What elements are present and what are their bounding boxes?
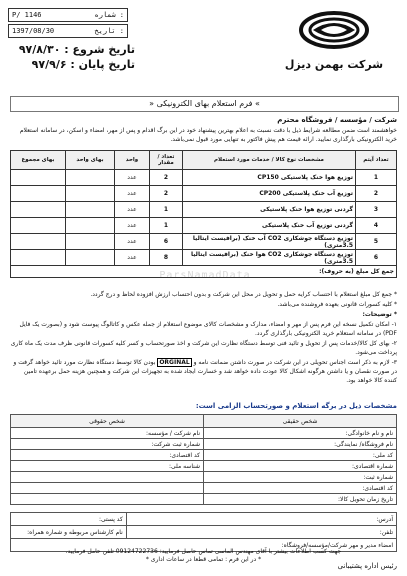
row-quantity: 2 <box>150 186 183 202</box>
table-row <box>11 513 397 526</box>
items-table <box>10 150 397 278</box>
row-quantity: 1 <box>150 218 183 234</box>
signature-stamp-field[interactable]: امضاء مدیر و مهر شرکت/مؤسسه/فروشگاه: <box>11 539 397 552</box>
info-field[interactable]: نام و نام خانوادگی: <box>204 428 397 439</box>
row-unit-price[interactable] <box>66 186 115 202</box>
watermark: ParsNamadData <box>159 270 251 281</box>
info-field[interactable]: نام فروشگاه/ نمایندگی: <box>204 439 397 450</box>
explanation-3-part-b: بودن کالا توسط دستگاه نظارت مورد تائید خواهد گرفت و در صورت نقصان و یا داشتن هرگونه اشکال کالا عودت داده خواهد شد و خسارت ایجاد شده به تجهیزات این شرکت و همچنین هزینه حمل برعهده تامین کننده کالا خواهد بود. <box>13 359 397 384</box>
info-field-empty[interactable] <box>11 483 204 494</box>
row-description: توزیع آب خنک پلاستیکی CP200 <box>183 186 356 202</box>
info-field-empty[interactable] <box>11 472 204 483</box>
info-field[interactable]: شناسه ملی: <box>11 461 204 472</box>
row-total-price[interactable] <box>11 170 66 186</box>
col-total-price: بهای مجموع <box>11 151 66 170</box>
col-unit-price: بهای واحد <box>66 151 115 170</box>
document-number-row <box>8 8 128 22</box>
info-field-empty[interactable] <box>11 494 204 505</box>
explanation-3 <box>10 358 397 385</box>
col-unit: واحد <box>115 151 150 170</box>
table-row <box>11 461 397 472</box>
row-total-price[interactable] <box>11 234 66 250</box>
footer-hours-line: * در این فرم : تمامی قطعا در ساعات اداری * <box>145 556 262 563</box>
total-row <box>11 266 397 278</box>
col-description: مشخصات نوع کالا / خدمات مورد استعلام <box>183 151 356 170</box>
items-header-row <box>11 151 397 170</box>
table-row <box>11 186 397 202</box>
seller-info-table <box>10 414 397 505</box>
row-description: توزیع هوا خنک پلاستیکی CP150 <box>183 170 356 186</box>
row-total-price[interactable] <box>11 202 66 218</box>
info-field[interactable]: کد اقتصادی: <box>204 483 397 494</box>
table-row <box>11 202 397 218</box>
inquiry-dates <box>10 42 135 72</box>
row-total-price[interactable] <box>11 186 66 202</box>
row-quantity: 2 <box>150 170 183 186</box>
info-field[interactable]: شماره ثبت شرکت: <box>11 439 204 450</box>
row-total-price[interactable] <box>11 218 66 234</box>
info-field[interactable]: تاریخ زمان تحویل کالا: <box>204 494 397 505</box>
table-row <box>11 428 397 439</box>
row-unit: عدد <box>115 202 150 218</box>
info-field[interactable]: کد ملی: <box>204 450 397 461</box>
document-date-row <box>8 24 128 38</box>
table-row <box>11 472 397 483</box>
table-row <box>11 526 397 539</box>
row-quantity: 8 <box>150 250 183 266</box>
table-row <box>11 483 397 494</box>
row-quantity: 6 <box>150 234 183 250</box>
table-row <box>11 218 397 234</box>
bahman-diesel-logo-icon <box>299 10 369 50</box>
row-unit: عدد <box>115 234 150 250</box>
row-unit: عدد <box>115 170 150 186</box>
table-row <box>11 439 397 450</box>
explanation-3-part-a: ۳- لازم به ذکر است اجناس تحویلی در این شرکت در صورت داشتن ضمانت نامه و <box>193 359 397 366</box>
company-name: شرکت بهمن دیزل <box>284 58 384 71</box>
row-total-price[interactable] <box>11 250 66 266</box>
signature-title: رئیس اداره پشتیبانی <box>337 562 397 570</box>
table-row <box>11 450 397 461</box>
row-index: 2 <box>356 186 397 202</box>
row-index: 4 <box>356 218 397 234</box>
notes-title: * توضیحات: <box>362 311 397 318</box>
table-row <box>11 494 397 505</box>
row-unit-price[interactable] <box>66 202 115 218</box>
row-description: توزیع دستگاه جوشکاری CO2 هوا خنک (برافیست ایتالیا 3.5متری) <box>183 250 356 266</box>
row-unit-price[interactable] <box>66 234 115 250</box>
explanation-2: ۲- بهای کل کالا/خدمات پس از تحویل و تائید فنی توسط دستگاه نظارت این شرکت و اخذ صورتحساب و کسر کلیه کسورات قانونی ظرف مدت یک ماه کاری پرداخت می‌شود. <box>10 340 397 356</box>
table-row <box>11 170 397 186</box>
col-quantity: تعداد / مقدار <box>150 151 183 170</box>
end-date: تاریخ پایان : ۹۷/۹/۶ <box>31 58 135 71</box>
document-date-value: 1397/08/30 <box>12 27 55 35</box>
note-shipping: * جمع کل مبلغ استعلام با احتساب کرایه حمل و تحویل در محل این شرکت و بدون احتساب ارزش افزوده لحاظ و درج گردد. <box>90 291 397 298</box>
info-field[interactable]: کد اقتصادی: <box>11 450 204 461</box>
row-index: 1 <box>356 170 397 186</box>
col-index: تعداد آیتم <box>356 151 397 170</box>
document-number-value: P/ 1146 <box>12 11 42 19</box>
row-description: گردنی توزیع هوا خنک پلاستیکی <box>183 202 356 218</box>
info-header-row <box>11 415 397 428</box>
row-index: 3 <box>356 202 397 218</box>
intro-text: خواهشمند است ضمن مطالعه شرایط ذیل با دقت نسبت به اعلام بهترین پیشنهاد خود در این برگ اقدام و پس از مهر، امضاء و اسکن، در سامانه استعلام خرید الکترونیکی بارگذاری نمایید. ارائه قیمت هم پیش فاکتور به تنهایی مورد قبول نمی‌باشد. <box>19 127 397 143</box>
document-meta <box>8 8 128 40</box>
explanation-1: ۱- امکان تکمیل نسخه این فرم پس از مهر و امضاء، مدارک و مشخصات کالای موضوع استعلام از جمله عکس و کاتالوگ پیوست شود و (بصورت یک فایل PDF) در سامانه استعلام خرید الکترونیکی بارگذاری گردد. <box>19 321 397 337</box>
start-date: تاریخ شروع : ۹۷/۸/۳۰ <box>18 43 135 56</box>
info-field[interactable]: شماره اقتصادی: <box>204 461 397 472</box>
required-info-title: مشخصات ذیل در برگه استعلام و صورتحساب الزامی است: <box>195 402 397 410</box>
row-unit-price[interactable] <box>66 218 115 234</box>
row-index: 6 <box>356 250 397 266</box>
row-unit: عدد <box>115 218 150 234</box>
document-date-label: تاریخ : <box>94 27 124 35</box>
row-unit: عدد <box>115 186 150 202</box>
row-index: 5 <box>356 234 397 250</box>
company-logo <box>268 10 400 76</box>
document-number-label: شماره : <box>94 11 124 19</box>
row-unit-price[interactable] <box>66 250 115 266</box>
footer-contact-line: جهت کسب اطلاعات بیشتر با آقای مهندس الماسی تماس حاصل فرمایید: 09124722736 تلفن حامل فرمایید. <box>65 548 342 555</box>
table-row <box>11 234 397 250</box>
postal-code-field[interactable]: کد پستی: <box>11 513 127 526</box>
total-amount-label[interactable]: جمع کل مبلغ (به حروف): <box>11 266 397 278</box>
expert-field[interactable]: نام کارشناس مربوطه و شماره همراه: <box>11 526 127 539</box>
row-description: توزیع دستگاه جوشکاری CO2 آب خنک (برافیست ایتالیا 3.5متری) <box>183 234 356 250</box>
row-quantity: 1 <box>150 202 183 218</box>
legal-person-header: شخص حقوقی <box>11 415 204 428</box>
original-highlight: ORGINAL <box>159 359 190 366</box>
phone-field[interactable]: تلفن: <box>126 526 396 539</box>
contact-table <box>10 512 397 552</box>
info-field[interactable]: نام شرکت / مؤسسه: <box>11 428 204 439</box>
table-row <box>11 250 397 266</box>
address-field[interactable]: آدرس: <box>126 513 396 526</box>
info-field[interactable]: شماره ثبت: <box>204 472 397 483</box>
notes <box>10 290 397 386</box>
natural-person-header: شخص حقیقی <box>204 415 397 428</box>
form-title: » فرم استعلام بهای الکترونیکی « <box>10 96 399 112</box>
note-deductions: * کلیه کسورات قانونی بعهده فروشنده می‌باشد. <box>277 301 397 308</box>
row-unit-price[interactable] <box>66 170 115 186</box>
row-description: گردنی توزیع آب خنک پلاستیکی <box>183 218 356 234</box>
row-unit: عدد <box>115 250 150 266</box>
greeting: شرکت / مؤسسه / فروشگاه محترم <box>277 116 397 124</box>
